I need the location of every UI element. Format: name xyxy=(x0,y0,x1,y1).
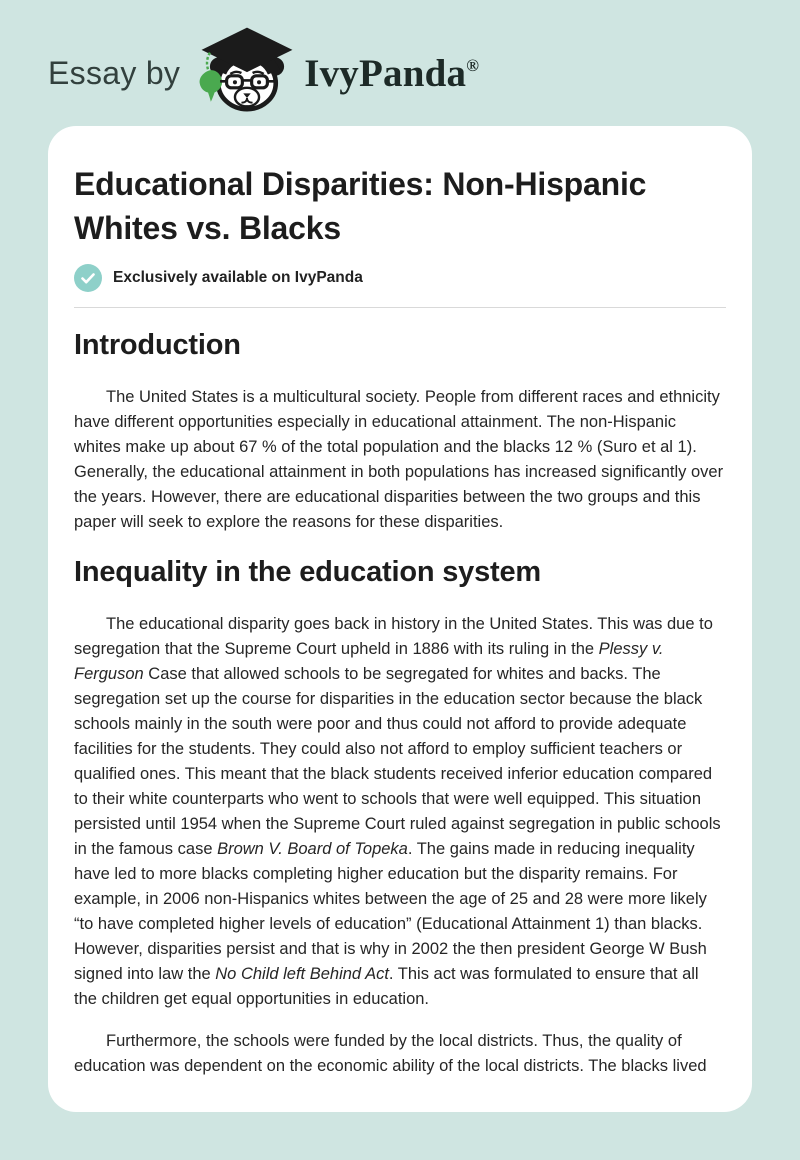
panda-eye-left xyxy=(233,80,237,84)
site-header xyxy=(48,26,479,120)
registered-mark: ® xyxy=(466,55,480,75)
section-heading-inequality: Inequality in the education system xyxy=(74,556,541,588)
paragraph: The educational disparity goes back in history in the United States. This was due to segregation that the Supreme Court upheld in 1886 with its ruling in the Plessy v. Ferguson Case that allowed schools to be segregated for whites and backs. The segregation set up the course for disparities in the education sector because the black schools mainly in the south were poor and thus could not afford to provide adequate facilities for the students. They could also not afford to employ sufficient teachers or qualified ones. This meant that the black students received inferior education compared to their white counterparts who went to schools that were well equipped. This situation persisted until 1954 when the Supreme Court ruled against segregation in public schools in the famous case Brown V. Board of Topeka. The gains made in reducing inequality have led to more blacks completing higher education but the disparity remains. For example, in 2006 non-Hispanics whites between the age of 25 and 28 were more likely “to have completed higher levels of education” (Educational Attainment 1) than blacks. However, disparities persist and that is why in 2002 the then president George W Bush signed into law the No Child left Behind Act. This act was formulated to ensure that all the children get equal opportunities in education. xyxy=(74,615,721,1008)
paragraph: The United States is a multicultural society. People from different races and ethnicity have different opportunities especially in educational attainment. The non-Hispanic whites make up about 67 % of the total population and the blacks 12 % (Suro et al 1). Generally, the educational attainment in both populations has increased significantly over the years. However, there are educational disparities between the two groups and this paper will seek to explore the reasons for these disparities. xyxy=(74,388,724,531)
brand-name[interactable] xyxy=(304,51,479,96)
ivy-leaf-icon xyxy=(200,70,223,102)
section-introduction xyxy=(74,328,726,535)
essay-card xyxy=(48,126,752,1112)
panda-graduate-icon[interactable] xyxy=(196,26,298,120)
exclusive-badge-label: Exclusively available on IvyPanda xyxy=(113,269,363,286)
essay-title: Educational Disparities: Non-Hispanic Whites vs. Blacks xyxy=(74,166,647,246)
exclusive-badge xyxy=(74,264,726,292)
panda-eye-right xyxy=(257,80,261,84)
check-icon xyxy=(74,264,102,292)
brand-wordmark: IvyPanda xyxy=(304,51,467,95)
tassel-cord xyxy=(207,53,210,72)
divider xyxy=(74,307,726,308)
essay-by-label: Essay by xyxy=(48,54,181,91)
paragraph: Furthermore, the schools were funded by the local districts. Thus, the quality of education was dependent on the economic ability of the local districts. The blacks lived xyxy=(74,1032,707,1075)
section-heading-introduction: Introduction xyxy=(74,329,241,361)
section-inequality xyxy=(74,555,726,1079)
